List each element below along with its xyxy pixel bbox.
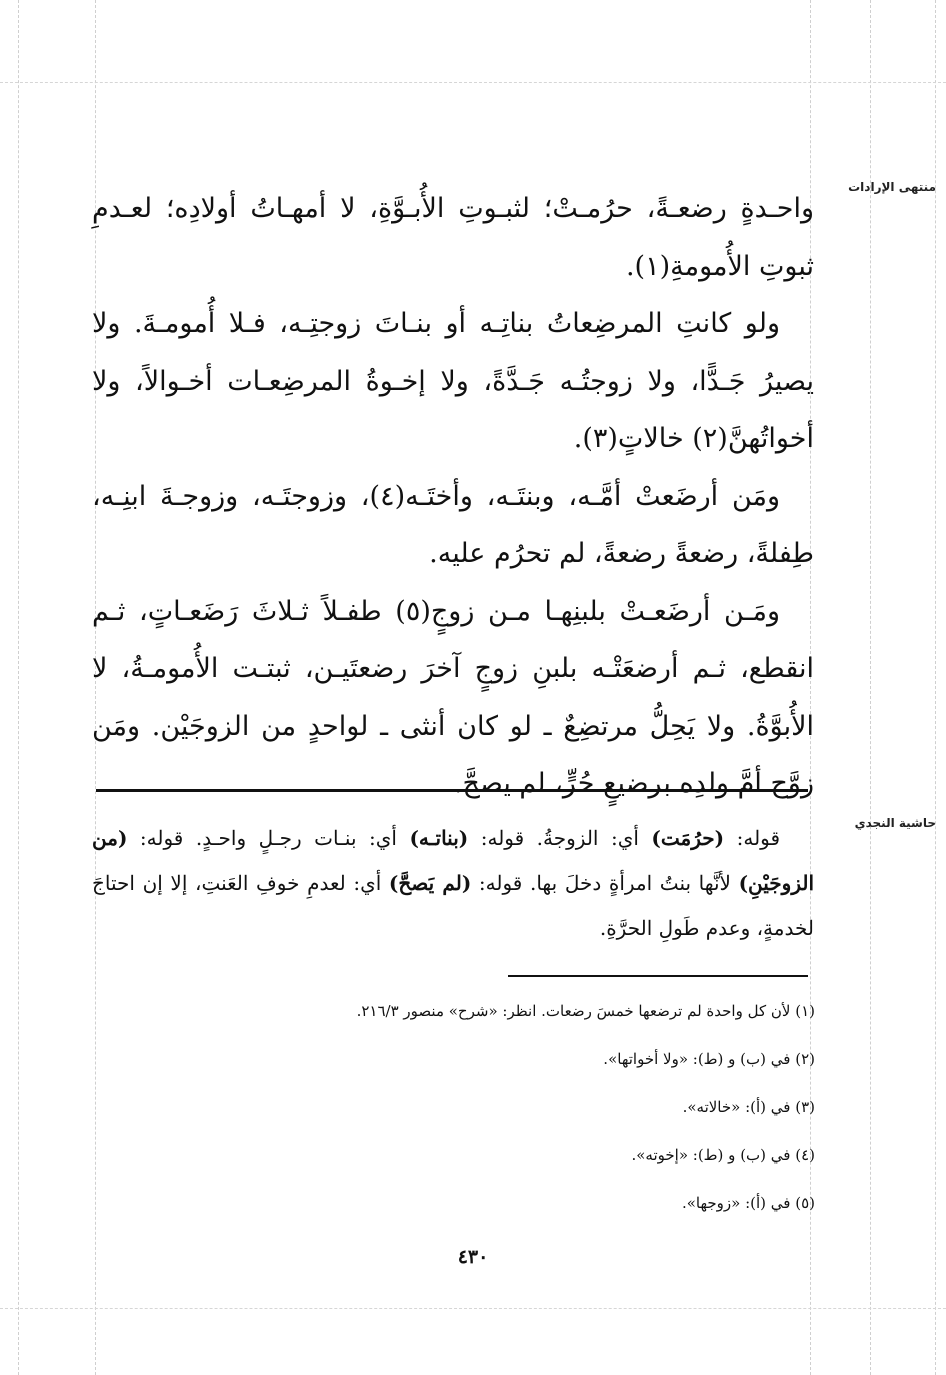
footnote: (١) لأن كل واحدة لم ترضعها خمسَ رضعات. انظر: «شرح» منصور ٢١٦/٣. [356, 1002, 815, 1020]
guide-line [870, 0, 871, 1375]
book-title-margin-label: منتهى الإرادات [848, 180, 936, 194]
main-text [92, 180, 814, 813]
commentary-text: قوله: [736, 826, 781, 850]
main-paragraph: ومَـن أرضَعـتْ بلبنِهـا مـن زوجٍ(٥) طفـلاً ثـلاثَ رَضَعـاتٍ، ثـم انقطع، ثـم أرضعَتْـه بلبنِ زوجٍ آخرَ رضعتَيـن، ثبتـت الأُمومـةُ، لا الأُبوَّةُ. ولا يَحِلُّ مرتضِعٌ ـ لو كان أنثى ـ لواحدٍ من الزوجَيْن. ومَن زوَّج أمَّ ولدِه برضيعٍ حُرٍّ، لم يصحَّ. [92, 595, 814, 799]
guide-line [18, 0, 19, 1375]
footnote: (٢) في (ب) و (ط): «ولا أخواتها». [603, 1050, 815, 1068]
page-number: ٤٣٠ [457, 1246, 489, 1268]
footnote: (٤) في (ب) و (ط): «إخوته». [631, 1146, 815, 1164]
commentary-section [92, 816, 814, 951]
footnote: (٣) في (أ): «خالاته». [682, 1098, 815, 1116]
commentary-title-margin-label: حاشية النجدي [854, 816, 936, 830]
commentary-text: أي: بنـات رجـلٍ واحـدٍ. قوله: [139, 826, 397, 850]
footnotes-list [140, 992, 815, 1232]
commentary-text: لأنَّها بنتُ امرأةٍ دخلَ بها. قوله: [478, 871, 731, 895]
commentary-term: (لم يَصحَّ) [388, 871, 472, 895]
section-divider [96, 789, 808, 792]
commentary-term: (من الزوجَيْنِ) [92, 826, 815, 895]
guide-line [0, 82, 946, 83]
main-paragraph: واحـدةٍ رضعـةً، حرُمـتْ؛ لثبـوتِ الأُبـوَّةِ، لا أمهـاتُ أولادِه؛ لعـدمِ ثبوتِ الأُمومةِ(١). [92, 193, 814, 282]
commentary-text: أي: لعدمِ خوفِ العَنتِ، إلا إن احتاجَ لخدمةٍ، وعدم طَولِ الحرَّةِ. [92, 871, 814, 940]
guide-line [0, 1308, 946, 1309]
commentary-text: أي: الزوجةُ. قوله: [480, 826, 639, 850]
footnotes-divider [508, 975, 808, 977]
footnote: (٥) في (أ): «زوجها». [681, 1194, 815, 1212]
commentary-term: (بناتـه) [409, 826, 469, 850]
main-paragraph: ولو كانتِ المرضِعاتُ بناتِـه أو بنـاتَ زوجتِـه، فـلا أُمومـةَ. ولا يصيرُ جَـدًّا، ولا زوجتُـه جَـدَّةً، ولا إخـوةُ المرضِعـات أخـوالاً، ولا أخواتُهنَّ(٢) خالاتٍ(٣). [92, 308, 814, 454]
commentary-paragraph [92, 816, 814, 951]
main-paragraph: ومَن أرضَعتْ أمَّـه، وبنتَـه، وأختَـه(٤)، وزوجتَـه، وزوجـةَ ابنِـه، طِفلةً، رضعةً رضعةً، لم تحرُم عليه. [92, 480, 814, 569]
commentary-term: (حرُمَت) [651, 826, 725, 850]
guide-line [935, 0, 936, 1375]
